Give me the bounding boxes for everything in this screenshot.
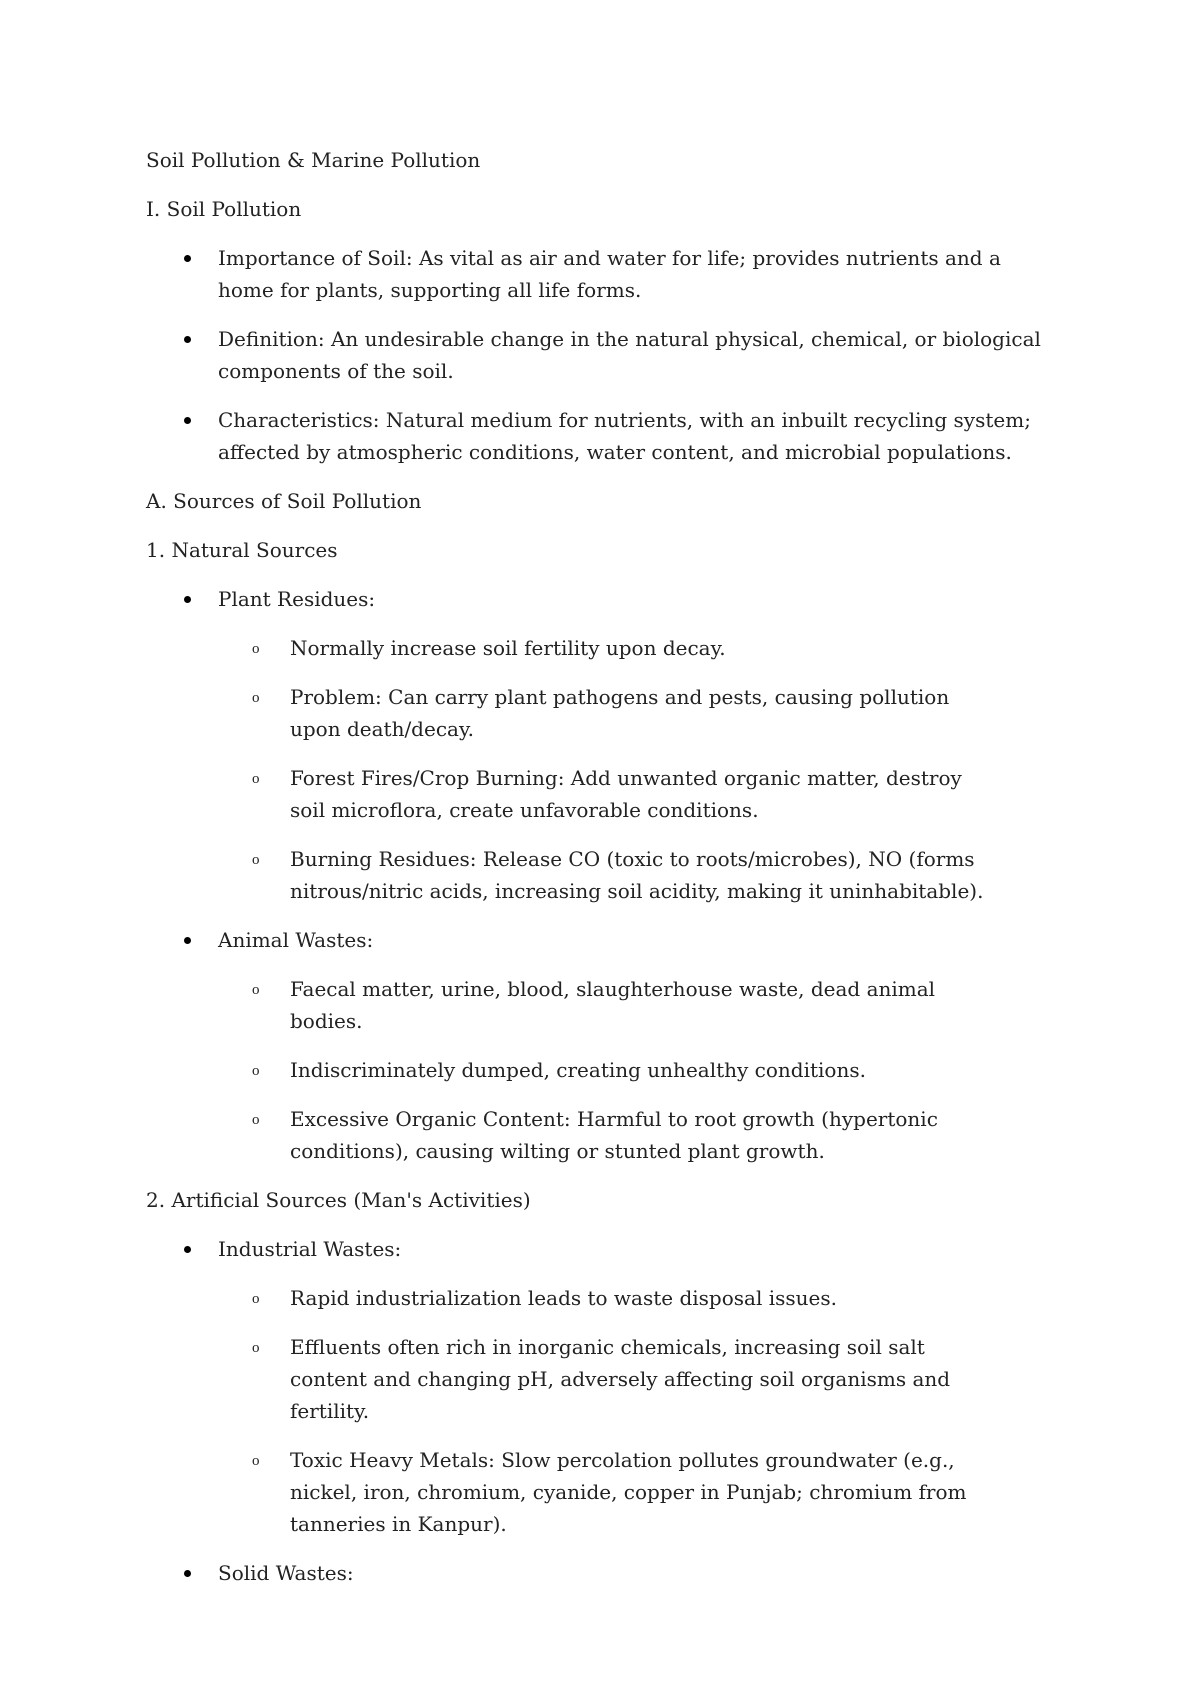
list-item-text: Characteristics: Natural medium for nutrients, with an inbuilt recycling system; affected by atmospheric conditions, water content, and microbial populations. [218,408,1031,464]
list-item-industrial-wastes [146,1233,1058,1540]
subsection-heading-artificial-sources: 2. Artificial Sources (Man's Activities) [146,1188,531,1212]
sub-list-item-text: Effluents often rich in inorganic chemicals, increasing soil salt content and changing pH, adversely affecting soil organisms and fertility. [290,1335,951,1423]
bullet-circle-icon: o [252,1112,260,1128]
sub-list-item-text: Problem: Can carry plant pathogens and pests, causing pollution upon death/decay. [290,685,950,741]
list-item-label: Plant Residues: [218,587,376,611]
sub-list-item-text: Burning Residues: Release CO (toxic to roots/microbes), NO (forms nitrous/nitric acids, increasing soil acidity, making it uninhabitable). [290,847,984,903]
sub-list-item [218,1054,990,1086]
natural-sources-list [146,583,1076,1167]
sub-list-item-text: Indiscriminately dumped, creating unhealthy conditions. [290,1058,866,1082]
list-item-animal-wastes [146,924,1058,1167]
list-item [146,404,1058,468]
bullet-dot-icon [184,937,191,944]
bullet-circle-icon: o [252,690,260,706]
bullet-circle-icon: o [252,1063,260,1079]
sub-list-item-text: Normally increase soil fertility upon decay. [290,636,726,660]
subsection-heading-natural-sources: 1. Natural Sources [146,538,338,562]
bullet-dot-icon [184,417,191,424]
sub-list-item-text: Rapid industrialization leads to waste disposal issues. [290,1286,837,1310]
bullet-circle-icon: o [252,982,260,998]
bullet-circle-icon: o [252,641,260,657]
artificial-sources-list [146,1233,1076,1589]
sub-list-item [218,843,990,907]
list-item [146,323,1058,387]
plant-residues-sublist [218,632,1058,907]
bullet-dot-icon [184,336,191,343]
bullet-circle-icon: o [252,1291,260,1307]
soil-pollution-overview-list [146,242,1076,468]
sub-list-item [218,1331,990,1427]
list-item-label: Industrial Wastes: [218,1237,402,1261]
sub-list-item [218,681,990,745]
animal-wastes-sublist [218,973,1058,1167]
sub-list-item-text: Faecal matter, urine, blood, slaughterhouse waste, dead animal bodies. [290,977,936,1033]
list-item-text: Importance of Soil: As vital as air and water for life; provides nutrients and a home for plants, supporting all life forms. [218,246,1001,302]
section-heading-soil-pollution: I. Soil Pollution [146,197,302,221]
list-item-label: Solid Wastes: [218,1561,354,1585]
list-item-label: Animal Wastes: [218,928,374,952]
bullet-dot-icon [184,1246,191,1253]
document-title: Soil Pollution & Marine Pollution [146,148,481,172]
sub-list-item [218,1103,990,1167]
bullet-dot-icon [184,255,191,262]
bullet-circle-icon: o [252,852,260,868]
sub-list-item-text: Excessive Organic Content: Harmful to root growth (hypertonic conditions), causing wilting or stunted plant growth. [290,1107,938,1163]
list-item-text: Definition: An undesirable change in the natural physical, chemical, or biological components of the soil. [218,327,1041,383]
bullet-dot-icon [184,1570,191,1577]
sub-list-item-text: Toxic Heavy Metals: Slow percolation pollutes groundwater (e.g., nickel, iron, chromium, cyanide, copper in Punjab; chromium from tanneries in Kanpur). [290,1448,967,1536]
sub-list-item [218,973,990,1037]
sub-list-item [218,1282,990,1314]
document-page [146,144,1076,1606]
list-item-solid-wastes [146,1557,1058,1589]
sub-list-item [218,762,990,826]
sub-list-item-text: Forest Fires/Crop Burning: Add unwanted organic matter, destroy soil microflora, create unfavorable conditions. [290,766,962,822]
list-item-plant-residues [146,583,1058,907]
bullet-dot-icon [184,596,191,603]
sub-list-item [218,1444,990,1540]
bullet-circle-icon: o [252,1453,260,1469]
list-item [146,242,1058,306]
bullet-circle-icon: o [252,771,260,787]
bullet-circle-icon: o [252,1340,260,1356]
industrial-wastes-sublist [218,1282,1058,1540]
subsection-heading-sources: A. Sources of Soil Pollution [146,489,422,513]
sub-list-item [218,632,990,664]
